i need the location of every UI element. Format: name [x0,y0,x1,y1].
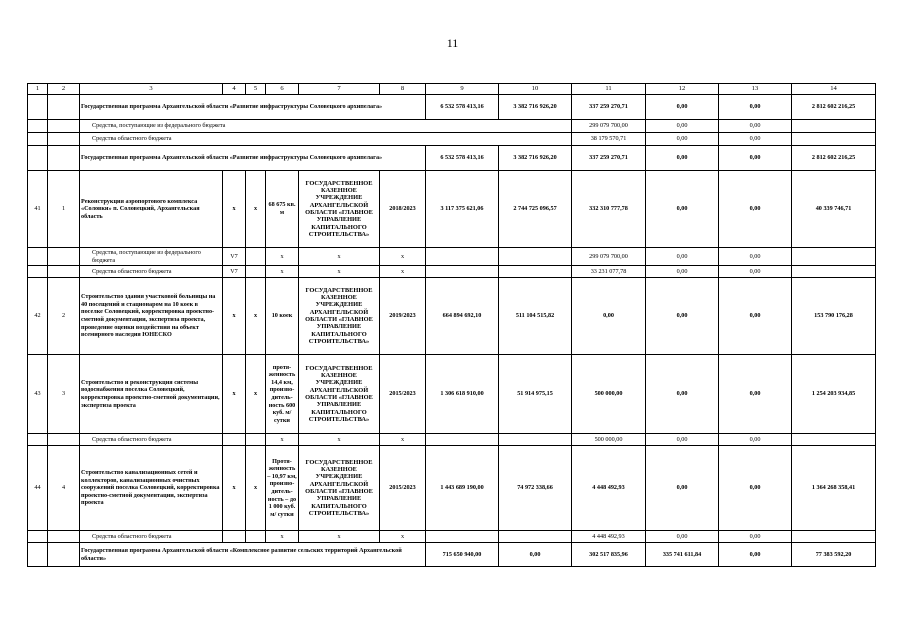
column-header: 5 [246,84,266,95]
capacity: Протя-женность – 10,97 км, произво-дитель-ность – до 1 000 куб. м/ сутки [266,446,299,531]
column-header: 14 [792,84,876,95]
table-row [28,543,876,567]
cell-value: 0,00 [719,120,792,133]
cell-value: х [380,266,426,278]
cell-value: 332 310 777,78 [572,171,646,248]
cell-value: 3 117 375 621,06 [426,171,499,248]
capacity: протя-женность 14,4 км, произво-дитель-ность 600 куб. м/сутки [266,355,299,434]
funding-source: Средства областного бюджета [80,434,223,446]
column-header: 11 [572,84,646,95]
funding-source: Средства областного бюджета [80,133,572,146]
table-row [28,171,876,248]
cell-value: 6 532 578 413,16 [426,146,499,171]
table-row [28,95,876,120]
cell-value: 0,00 [646,278,719,355]
cell-value: 0,00 [719,278,792,355]
row-number: 41 [28,171,48,248]
capacity: 10 коек [266,278,299,355]
cell-value: х [266,531,299,543]
item-number: 4 [48,446,80,531]
cell-value: 77 383 592,20 [792,543,876,567]
column-header: 4 [223,84,246,95]
cell-value: 337 259 270,71 [572,95,646,120]
cell-value: V7 [223,248,246,266]
column-header: 13 [719,84,792,95]
cell-value: 2 812 602 216,25 [792,146,876,171]
cell-value: 302 517 835,96 [572,543,646,567]
column-header: 8 [380,84,426,95]
column-number-row [28,84,876,95]
cell-value: х [299,248,380,266]
cell-value: 299 079 700,00 [572,120,646,133]
cell-value: 40 339 746,71 [792,171,876,248]
column-header: 12 [646,84,719,95]
cell-value: 500 000,00 [572,355,646,434]
cell-value: 0,00 [646,266,719,278]
organization-name: ГОСУДАРСТВЕННОЕ КАЗЕННОЕ УЧРЕЖДЕНИЕ АРХАНГЕЛЬСКОЙ ОБЛАСТИ «ГЛАВНОЕ УПРАВЛЕНИЕ КАПИТАЛЬНОГО СТРОИТЕЛЬСТВА» [299,278,380,355]
cell-value: 3 382 716 926,20 [499,146,572,171]
cell-value: 0,00 [719,171,792,248]
project-name: Строительство здания участковой больницы на 40 посещений и стационаром на 10 коек в поселке Соловецкий, корректировка проектно-сметной документации, экспертиза проекта, проведение оценки воздействия на объект всемирного наследия ЮНЕСКО [80,278,223,355]
table-row [28,434,876,446]
row-number: 42 [28,278,48,355]
cell-value: 0,00 [646,355,719,434]
organization-name: ГОСУДАРСТВЕННОЕ КАЗЕННОЕ УЧРЕЖДЕНИЕ АРХАНГЕЛЬСКОЙ ОБЛАСТИ «ГЛАВНОЕ УПРАВЛЕНИЕ КАПИТАЛЬНОГО СТРОИТЕЛЬСТВА» [299,446,380,531]
period: 2018/2023 [380,171,426,248]
project-name: Строительство канализационных сетей и коллекторов, канализационных очистных сооружений поселка Соловецкий, корректировка проектно-сметной документации, экспертиза проекта [80,446,223,531]
cell-value: 153 790 176,28 [792,278,876,355]
table-row [28,133,876,146]
column-header: 6 [266,84,299,95]
cell-value: х [223,446,246,531]
cell-value: 0,00 [719,543,792,567]
organization-name: ГОСУДАРСТВЕННОЕ КАЗЕННОЕ УЧРЕЖДЕНИЕ АРХАНГЕЛЬСКОЙ ОБЛАСТИ «ГЛАВНОЕ УПРАВЛЕНИЕ КАПИТАЛЬНОГО СТРОИТЕЛЬСТВА» [299,171,380,248]
cell-value: х [380,434,426,446]
cell-value: х [246,355,266,434]
cell-value: х [223,171,246,248]
cell-value: 38 179 570,71 [572,133,646,146]
cell-value: 0,00 [646,446,719,531]
project-name: Строительство и реконструкция системы водоснабжения поселка Соловецкий, корректировка проектно-сметной документации, экспертиза проекта [80,355,223,434]
cell-value: х [299,266,380,278]
funding-source: Средства, поступающие из федерального бюджета [80,120,572,133]
period: 2015/2023 [380,446,426,531]
cell-value: 0,00 [719,355,792,434]
cell-value: 0,00 [646,95,719,120]
cell-value: 0,00 [719,95,792,120]
cell-value: 0,00 [646,531,719,543]
program-name: Государственная программа Архангельской области «Развитие инфраструктуры Соловецкого архипелага» [80,146,426,171]
cell-value: 0,00 [499,543,572,567]
cell-value: 511 104 515,82 [499,278,572,355]
funding-source: Средства, поступающие из федерального бюджета [80,248,223,266]
cell-value: 0,00 [646,120,719,133]
cell-value: 2 744 725 096,57 [499,171,572,248]
row-number: 44 [28,446,48,531]
cell-value: 0,00 [719,531,792,543]
item-number: 1 [48,171,80,248]
cell-value: 299 079 700,00 [572,248,646,266]
cell-value: х [380,531,426,543]
cell-value: 4 448 492,93 [572,446,646,531]
cell-value: х [246,446,266,531]
table-row [28,266,876,278]
funding-source: Средства областного бюджета [80,266,223,278]
period: 2019/2023 [380,278,426,355]
cell-value: 0,00 [719,146,792,171]
cell-value: х [266,266,299,278]
cell-value: 0,00 [646,146,719,171]
cell-value: 0,00 [719,446,792,531]
column-header: 9 [426,84,499,95]
cell-value: 1 306 618 910,00 [426,355,499,434]
cell-value: 0,00 [646,248,719,266]
table-row [28,248,876,266]
cell-value: х [223,355,246,434]
column-header: 7 [299,84,380,95]
cell-value: 664 894 692,10 [426,278,499,355]
cell-value: 0,00 [719,266,792,278]
cell-value: 0,00 [719,133,792,146]
table-row [28,355,876,434]
row-number: 43 [28,355,48,434]
cell-value: 1 364 268 358,41 [792,446,876,531]
column-header: 10 [499,84,572,95]
cell-value: 1 254 203 934,85 [792,355,876,434]
item-number: 2 [48,278,80,355]
funding-source: Средства областного бюджета [80,531,223,543]
cell-value: х [299,531,380,543]
cell-value: 6 532 578 413,16 [426,95,499,120]
table-row [28,120,876,133]
column-header: 1 [28,84,48,95]
item-number: 3 [48,355,80,434]
cell-value: х [299,434,380,446]
organization-name: ГОСУДАРСТВЕННОЕ КАЗЕННОЕ УЧРЕЖДЕНИЕ АРХАНГЕЛЬСКОЙ ОБЛАСТИ «ГЛАВНОЕ УПРАВЛЕНИЕ КАПИТАЛЬНОГО СТРОИТЕЛЬСТВА» [299,355,380,434]
column-header: 3 [80,84,223,95]
cell-value: х [380,248,426,266]
cell-value: х [246,171,266,248]
cell-value: 715 650 940,00 [426,543,499,567]
page-number: 11 [446,36,459,50]
program-name: Государственная программа Архангельской области «Комплексное развитие сельских территорий Архангельской области» [80,543,426,567]
table-row [28,531,876,543]
project-name: Реконструкция аэропортового комплекса «Соловки» п. Соловецкий, Архангельская область [80,171,223,248]
cell-value: 1 443 689 190,00 [426,446,499,531]
cell-value: 74 972 338,66 [499,446,572,531]
cell-value: х [266,434,299,446]
cell-value: 0,00 [719,434,792,446]
cell-value: 3 382 716 926,20 [499,95,572,120]
cell-value: 51 914 975,15 [499,355,572,434]
cell-value: 0,00 [646,171,719,248]
column-header: 2 [48,84,80,95]
capacity: 68 675 кв. м [266,171,299,248]
budget-table [27,83,876,567]
cell-value: V7 [223,266,246,278]
table-row [28,146,876,171]
cell-value: 0,00 [646,133,719,146]
cell-value: 33 231 077,78 [572,266,646,278]
cell-value: 0,00 [646,434,719,446]
cell-value: 2 812 602 216,25 [792,95,876,120]
cell-value: 0,00 [572,278,646,355]
cell-value: х [246,278,266,355]
cell-value: 4 448 492,93 [572,531,646,543]
period: 2015/2023 [380,355,426,434]
cell-value: 0,00 [719,248,792,266]
cell-value: 500 000,00 [572,434,646,446]
program-name: Государственная программа Архангельской области «Развитие инфраструктуры Соловецкого архипелага» [80,95,426,120]
cell-value: х [223,278,246,355]
table-row [28,446,876,531]
cell-value: 337 259 270,71 [572,146,646,171]
table-row [28,278,876,355]
cell-value: х [266,248,299,266]
cell-value: 335 741 611,84 [646,543,719,567]
